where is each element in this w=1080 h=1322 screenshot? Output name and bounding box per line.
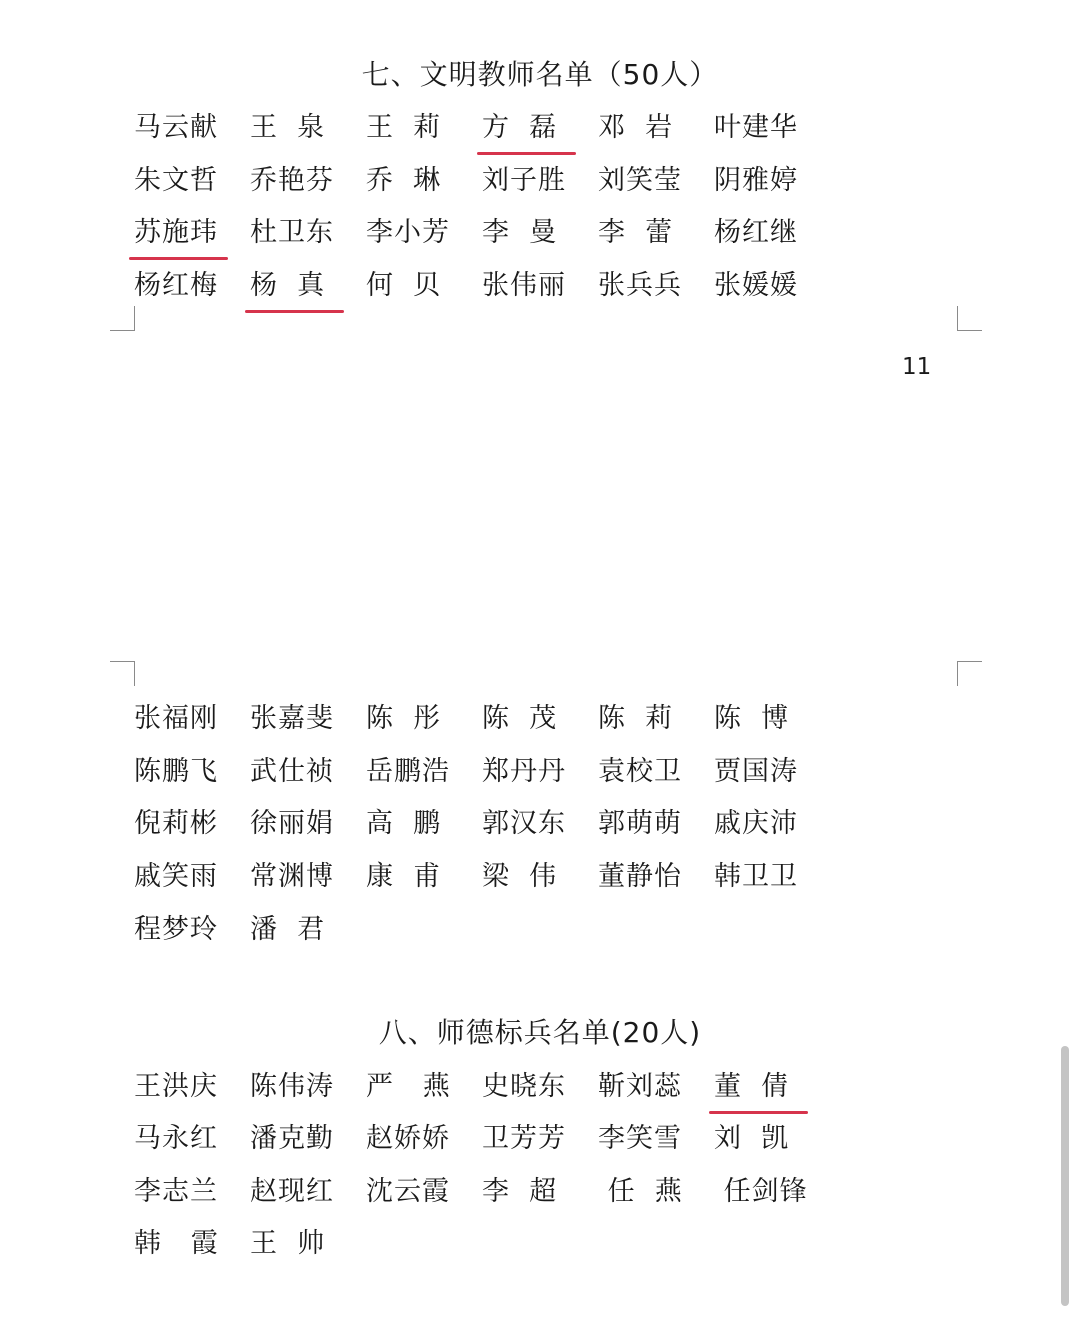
section-8-title: 八、师德标兵名单(20人) [378,1016,702,1049]
teacher-name: 戚笑雨 [134,861,218,892]
page-margin-mark-top-left [110,661,135,686]
teacher-name: 刘子胜 [482,165,566,196]
teacher-name: 戚庆沛 [714,808,798,839]
teacher-name: 郭汉东 [482,808,566,839]
name-row [134,1172,830,1212]
teacher-name: 赵娇娇 [366,1123,450,1154]
teacher-name: 邓 岩 [598,112,674,143]
teacher-name: 陈 彤 [366,703,442,734]
teacher-name: 董 倩 [714,1070,830,1104]
teacher-name: 何 贝 [366,270,442,301]
teacher-name: 马云献 [134,112,218,143]
teacher-name: 陈 茂 [482,703,558,734]
teacher-name: 李 蕾 [598,217,674,248]
teacher-name: 阴雅婷 [714,165,798,196]
teacher-name: 张兵兵 [598,270,682,301]
teacher-name: 李小芳 [366,217,450,248]
name-row [134,804,830,844]
teacher-name: 王 帅 [250,1228,326,1259]
page-margin-mark-top-right [957,661,982,686]
name-row [134,699,830,739]
teacher-name: 王 莉 [366,112,442,143]
name-row [134,1224,366,1264]
teacher-name: 张伟丽 [482,270,566,301]
teacher-name: 叶建华 [714,112,798,143]
name-row [134,213,830,253]
teacher-name: 陈 莉 [598,703,674,734]
teacher-name: 乔 琳 [366,165,442,196]
teacher-name: 李 超 [482,1176,558,1207]
teacher-name: 高 鹏 [366,808,442,839]
teacher-name: 杨红梅 [134,270,218,301]
teacher-name: 朱文哲 [134,165,218,196]
teacher-name: 康 甫 [366,861,442,892]
teacher-name: 杨红继 [714,217,798,248]
teacher-name: 郑丹丹 [482,756,566,787]
teacher-name: 李笑雪 [598,1123,682,1154]
teacher-name: 张嘉斐 [250,703,334,734]
teacher-name: 沈云霞 [366,1176,450,1207]
name-row [134,1119,830,1159]
page-number: 11 [902,354,932,380]
teacher-name: 潘 君 [250,914,326,945]
teacher-name: 王洪庆 [134,1071,218,1102]
teacher-name: 袁校卫 [598,756,682,787]
vertical-scrollbar-thumb[interactable] [1061,1046,1069,1306]
teacher-name: 杨 真 [250,269,366,303]
teacher-name: 韩 霞 [134,1228,219,1259]
teacher-name: 苏施玮 [134,216,250,250]
teacher-name: 陈伟涛 [250,1071,334,1102]
teacher-name: 严 燕 [366,1071,451,1102]
teacher-name: 刘笑莹 [598,165,682,196]
teacher-name: 梁 伟 [482,861,558,892]
teacher-name: 武仕祯 [250,756,334,787]
teacher-name: 乔艳芬 [250,165,334,196]
name-row [134,161,830,201]
page-margin-mark-bottom-right [957,306,982,331]
teacher-name: 潘克勤 [250,1123,334,1154]
teacher-name: 李 曼 [482,217,558,248]
name-row [134,857,830,897]
teacher-name: 刘 凯 [714,1123,790,1154]
teacher-name: 杜卫东 [250,217,334,248]
page-margin-mark-bottom-left [110,306,135,331]
name-row [134,266,830,306]
teacher-name: 李志兰 [134,1176,218,1207]
teacher-name: 郭萌萌 [598,808,682,839]
teacher-name: 陈 博 [714,703,790,734]
teacher-name: 任 燕 [598,1176,683,1207]
teacher-name: 王 泉 [250,112,326,143]
teacher-name: 方 磊 [482,111,598,145]
teacher-name: 史晓东 [482,1071,566,1102]
name-row [134,910,366,950]
teacher-name: 徐丽娟 [250,808,334,839]
teacher-name: 岳鹏浩 [366,756,450,787]
teacher-name: 任剑锋 [714,1176,808,1207]
name-row [134,752,830,792]
teacher-name: 董静怡 [598,861,682,892]
teacher-name: 赵现红 [250,1176,334,1207]
teacher-name: 程梦玲 [134,914,218,945]
teacher-name: 倪莉彬 [134,808,218,839]
teacher-name: 张福刚 [134,703,218,734]
name-row [134,108,830,148]
teacher-name: 靳刘蕊 [598,1071,682,1102]
teacher-name: 韩卫卫 [714,861,798,892]
teacher-name: 马永红 [134,1123,218,1154]
teacher-name: 陈鹏飞 [134,756,218,787]
name-row [134,1067,830,1107]
teacher-name: 张媛媛 [714,270,798,301]
teacher-name: 贾国涛 [714,756,798,787]
teacher-name: 卫芳芳 [482,1123,566,1154]
teacher-name: 常渊博 [250,861,334,892]
section-7-title: 七、文明教师名单（50人） [361,58,719,91]
